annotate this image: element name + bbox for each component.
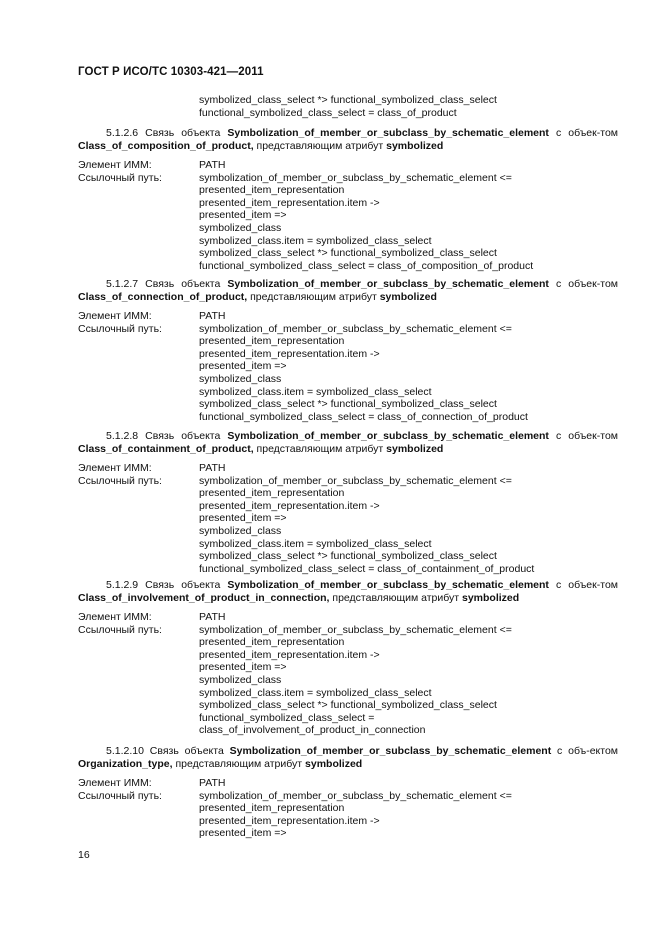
intro-line: functional_symbolized_class_select = class_of_product: [199, 107, 457, 119]
path-line: presented_item =>: [199, 209, 287, 222]
path-line: presented_item_representation.item ->: [199, 648, 380, 661]
entity-name: Symbolization_of_member_or_subclass_by_schematic_element: [227, 579, 549, 591]
path-row: [78, 172, 618, 185]
section-number: 5.1.2.10: [106, 745, 144, 757]
section-to-prefix: том: [600, 278, 618, 290]
section-5-1-2-9: [78, 579, 618, 737]
path-first-line: symbolization_of_member_or_subclass_by_schematic_element <=: [199, 171, 512, 184]
path-lines: [199, 487, 618, 575]
path-line: presented_item =>: [199, 512, 287, 525]
section-5-1-2-10: [78, 745, 618, 840]
path-line: symbolized_class: [199, 524, 282, 537]
path-row: [78, 323, 618, 336]
element-value: PATH: [199, 611, 226, 623]
path-line: functional_symbolized_class_select =: [199, 711, 375, 724]
section-pre-text: Связь объекта: [145, 430, 221, 442]
path-line: symbolized_class_select *> functional_symbolized_class_select: [199, 398, 497, 411]
attribute-text: представляющим атрибут: [250, 291, 377, 303]
section-heading: [78, 430, 618, 456]
section-heading: [78, 127, 618, 153]
element-row: [78, 777, 618, 790]
path-line: symbolized_class.item = symbolized_class_select: [199, 234, 432, 247]
element-row: [78, 462, 618, 475]
path-first-line: symbolization_of_member_or_subclass_by_schematic_element <=: [199, 474, 512, 487]
attribute-name: symbolized: [386, 443, 444, 455]
section-number: 5.1.2.7: [106, 278, 139, 290]
path-line: presented_item_representation.item ->: [199, 499, 380, 512]
path-label: Ссылочный путь:: [78, 474, 162, 487]
element-value: PATH: [199, 310, 226, 322]
path-label: Ссылочный путь:: [78, 789, 162, 802]
path-line: symbolized_class: [199, 221, 282, 234]
target-entity-name: Class_of_involvement_of_product_in_connection,: [78, 592, 330, 604]
path-line: symbolized_class.item = symbolized_class_select: [199, 537, 432, 550]
attribute-text: представляющим атрибут: [332, 592, 460, 604]
path-line: presented_item =>: [199, 360, 287, 373]
path-line: presented_item_representation: [199, 802, 345, 815]
path-line: symbolized_class: [199, 372, 282, 385]
path-line: presented_item_representation.item ->: [199, 814, 380, 827]
path-line: functional_symbolized_class_select = class_of_composition_of_product: [199, 259, 534, 272]
attribute-name: symbolized: [386, 140, 444, 152]
element-label: Элемент ИММ:: [78, 611, 152, 623]
path-line: presented_item_representation.item ->: [199, 347, 380, 360]
path-row: [78, 790, 618, 803]
section-5-1-2-7: [78, 278, 618, 423]
attribute-text: представляющим атрибут: [256, 140, 384, 152]
section-heading: [78, 579, 618, 605]
path-line: presented_item_representation: [199, 636, 345, 649]
entity-name: Symbolization_of_member_or_subclass_by_schematic_element: [227, 430, 549, 442]
section-number: 5.1.2.8: [106, 430, 139, 442]
entity-name: Symbolization_of_member_or_subclass_by_schematic_element: [229, 745, 552, 757]
path-first-line: symbolization_of_member_or_subclass_by_schematic_element <=: [199, 623, 512, 636]
document-header: ГОСТ Р ИСО/ТС 10303-421—2011: [78, 66, 264, 78]
target-entity-name: Class_of_connection_of_product,: [78, 291, 248, 303]
target-entity-name: Organization_type,: [78, 758, 173, 770]
path-line: symbolized_class_select *> functional_symbolized_class_select: [199, 550, 497, 563]
section-mid-text: с объек-: [555, 430, 601, 442]
attribute-text: представляющим атрибут: [256, 443, 384, 455]
path-line: symbolized_class: [199, 673, 282, 686]
element-value: PATH: [199, 777, 226, 789]
element-label: Элемент ИММ:: [78, 462, 152, 474]
section-mid-text: с объек-: [555, 278, 601, 290]
entity-name: Symbolization_of_member_or_subclass_by_schematic_element: [227, 127, 549, 139]
path-row: [78, 475, 618, 488]
entity-name: Symbolization_of_member_or_subclass_by_schematic_element: [227, 278, 549, 290]
element-value: PATH: [199, 159, 226, 171]
path-label: Ссылочный путь:: [78, 171, 162, 184]
path-first-line: symbolization_of_member_or_subclass_by_schematic_element <=: [199, 322, 512, 335]
section-pre-text: Связь объекта: [145, 278, 221, 290]
path-line: presented_item =>: [199, 827, 287, 840]
section-pre-text: Связь объекта: [145, 127, 221, 139]
path-line: symbolized_class.item = symbolized_class_select: [199, 385, 432, 398]
element-row: [78, 310, 618, 323]
path-label: Ссылочный путь:: [78, 623, 162, 636]
element-label: Элемент ИММ:: [78, 159, 152, 171]
attribute-name: symbolized: [379, 291, 437, 303]
path-lines: [199, 636, 618, 737]
path-first-line: symbolization_of_member_or_subclass_by_schematic_element <=: [199, 789, 512, 802]
element-label: Элемент ИММ:: [78, 310, 152, 322]
section-pre-text: Связь объекта: [145, 579, 221, 591]
target-entity-name: Class_of_containment_of_product,: [78, 443, 254, 455]
path-row: [78, 624, 618, 637]
section-number: 5.1.2.6: [106, 127, 139, 139]
target-entity-name: Class_of_composition_of_product,: [78, 140, 254, 152]
section-mid-text: с объек-: [555, 127, 601, 139]
path-line: presented_item_representation: [199, 487, 345, 500]
element-row: [78, 611, 618, 624]
intro-path-lines: [199, 94, 497, 120]
path-lines: [199, 802, 618, 840]
path-line: symbolized_class.item = symbolized_class_select: [199, 686, 432, 699]
section-to-prefix: том: [600, 579, 618, 591]
section-pre-text: Связь объекта: [149, 745, 224, 757]
path-line: functional_symbolized_class_select = class_of_containment_of_product: [199, 562, 535, 575]
path-line: functional_symbolized_class_select = class_of_connection_of_product: [199, 410, 528, 423]
path-line: presented_item_representation: [199, 184, 345, 197]
path-lines: [199, 335, 618, 423]
path-label: Ссылочный путь:: [78, 322, 162, 335]
section-to-prefix: том: [600, 127, 618, 139]
path-line: class_of_involvement_of_product_in_connection: [199, 724, 426, 737]
section-5-1-2-8: [78, 430, 618, 575]
attribute-text: представляющим атрибут: [175, 758, 303, 770]
path-line: presented_item_representation: [199, 335, 345, 348]
page-number: 16: [78, 849, 90, 861]
path-line: presented_item =>: [199, 661, 287, 674]
section-to-prefix: ектом: [589, 745, 619, 757]
section-mid-text: с объ-: [557, 745, 590, 757]
path-line: symbolized_class_select *> functional_symbolized_class_select: [199, 699, 497, 712]
path-lines: [199, 184, 618, 272]
section-5-1-2-6: [78, 127, 618, 272]
intro-line: symbolized_class_select *> functional_symbolized_class_select: [199, 94, 497, 106]
element-label: Элемент ИММ:: [78, 777, 152, 789]
attribute-name: symbolized: [305, 758, 363, 770]
path-line: symbolized_class_select *> functional_symbolized_class_select: [199, 247, 497, 260]
section-mid-text: с объек-: [555, 579, 601, 591]
path-line: presented_item_representation.item ->: [199, 196, 380, 209]
element-value: PATH: [199, 462, 226, 474]
section-heading: [78, 278, 618, 304]
element-row: [78, 159, 618, 172]
section-number: 5.1.2.9: [106, 579, 139, 591]
section-to-prefix: том: [600, 430, 618, 442]
section-heading: [78, 745, 618, 771]
attribute-name: symbolized: [462, 592, 520, 604]
